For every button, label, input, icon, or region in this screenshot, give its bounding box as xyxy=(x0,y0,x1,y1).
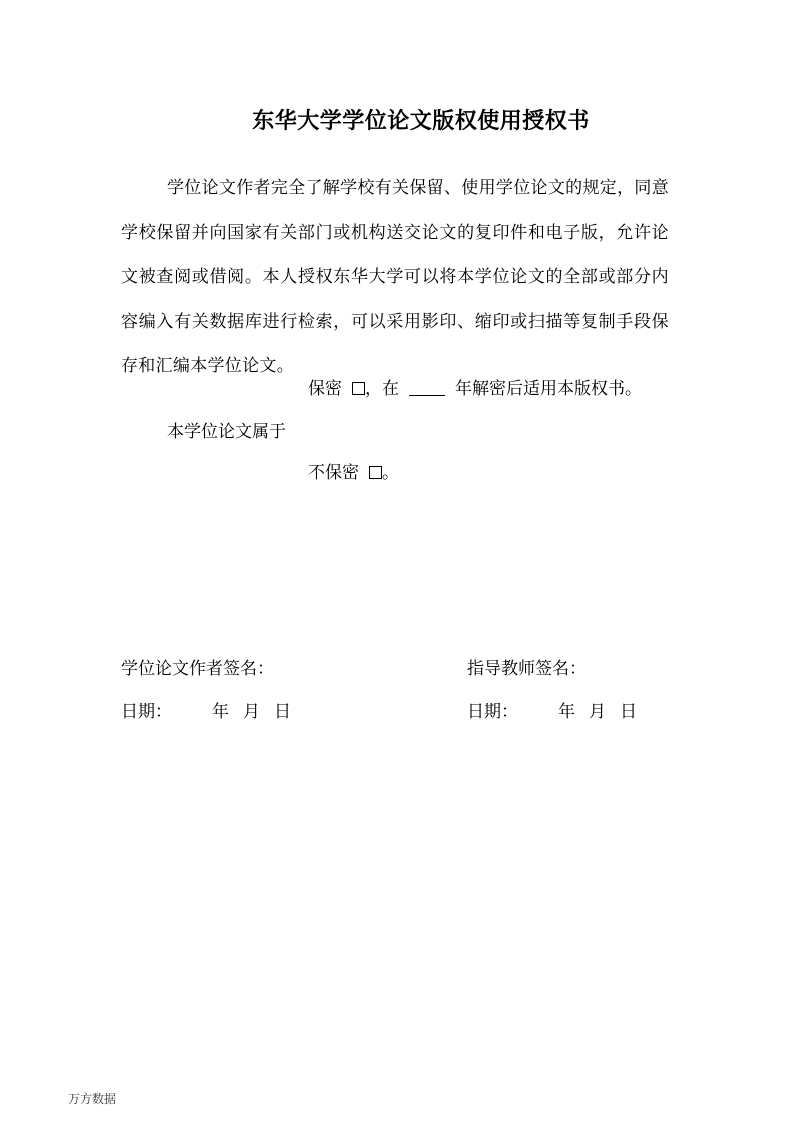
secret-option-line xyxy=(308,377,642,401)
year-label: 年 xyxy=(558,702,575,722)
day-label: 日 xyxy=(620,702,637,722)
supervisor-signature-label: 指导教师签名： xyxy=(467,659,586,679)
not-secret-checkbox[interactable] xyxy=(369,466,382,479)
month-label: 月 xyxy=(589,702,606,722)
secret-checkbox[interactable] xyxy=(352,382,365,395)
document-title: 东华大学学位论文版权使用授权书 xyxy=(252,109,590,134)
declassify-years-blank[interactable] xyxy=(409,379,445,396)
not-secret-option-line xyxy=(308,461,399,485)
month-label: 月 xyxy=(243,702,260,722)
day-label: 日 xyxy=(274,702,291,722)
date-label: 日期： xyxy=(121,702,172,722)
author-signature-label: 学位论文作者签名： xyxy=(121,659,274,679)
authorization-paragraph: 学位论文作者完全了解学校有关保留、使用学位论文的规定，同意学校保留并向国家有关部门或机构送交论文的复印件和电子版，允许论文被查阅或借阅。本人授权东华大学可以将本学位论文的全部或部分内容编入有关数据库进行检索，可以采用影印、缩印或扫描等复制手段保存和汇编本学位论文。 xyxy=(121,178,669,376)
footer-watermark: 万方数据 xyxy=(68,1092,117,1106)
secret-suffix-text: 年解密后适用本版权书。 xyxy=(455,379,642,399)
belongs-to-label: 本学位论文属于 xyxy=(167,422,286,442)
not-secret-label: 不保密 xyxy=(308,463,359,483)
secret-label: 保密 xyxy=(308,379,342,399)
date-label: 日期： xyxy=(467,702,518,722)
not-secret-suffix-text: 。 xyxy=(382,463,399,483)
supervisor-date-line xyxy=(467,700,637,724)
author-date-line xyxy=(121,700,291,724)
year-label: 年 xyxy=(212,702,229,722)
secret-after-box-text: ，在 xyxy=(365,379,399,399)
